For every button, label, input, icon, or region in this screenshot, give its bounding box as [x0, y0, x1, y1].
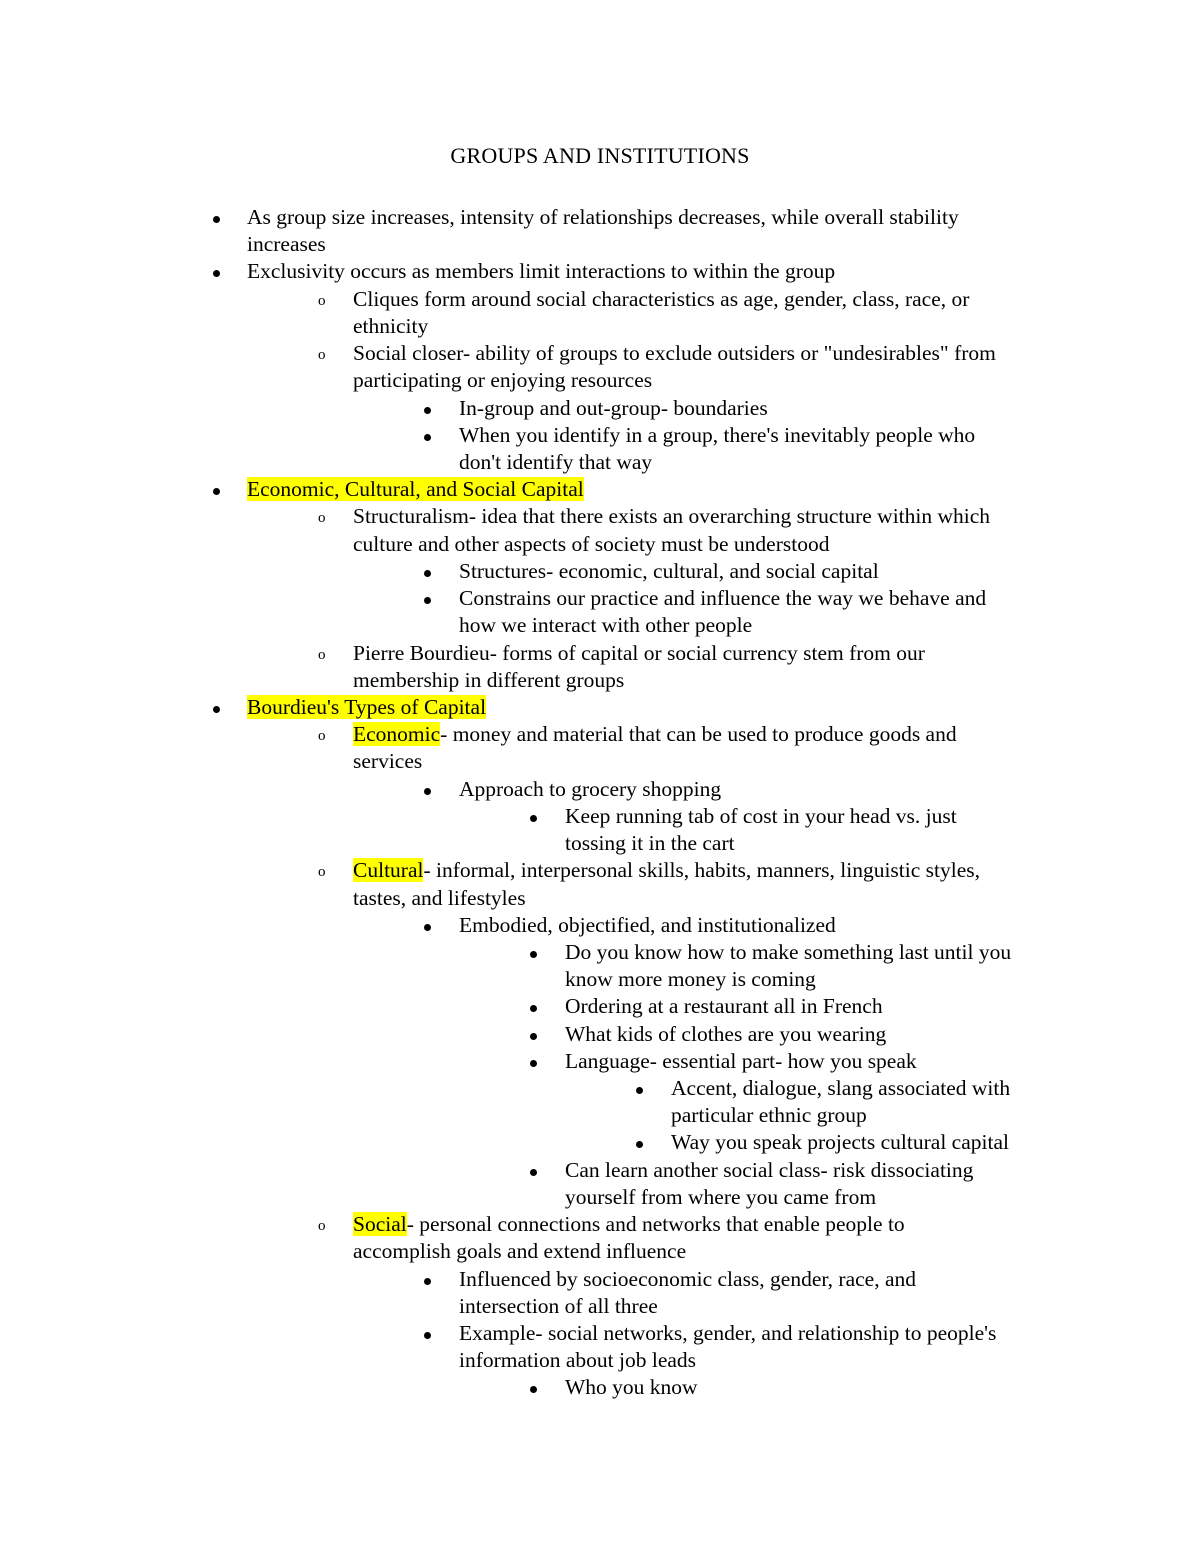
outline-item-line: [353, 1238, 686, 1265]
line-text: - personal connections and networks that enable people to: [406, 1212, 905, 1237]
outline-item-line: [671, 1129, 1009, 1156]
outline-item-line: [353, 640, 925, 667]
outline-item-line: [565, 830, 735, 857]
line-text: Ordering at a restaurant all in French: [565, 994, 883, 1019]
line-text: particular ethnic group: [671, 1103, 867, 1128]
sub-bullet-o-icon: o: [318, 728, 326, 745]
outline-item-line: [353, 885, 526, 912]
line-text: As group size increases, intensity of relationships decreases, while overall stability: [247, 205, 959, 229]
outline-item-line: [565, 1021, 886, 1048]
outline-item-line: [459, 1293, 658, 1320]
line-text: - money and material that can be used to produce goods and: [440, 722, 957, 747]
highlighted-term: Cultural: [353, 858, 424, 883]
line-text: how we interact with other people: [459, 613, 753, 638]
sub-bullet-o-icon: o: [318, 292, 326, 309]
outline-item-line: [247, 204, 959, 231]
outline-item-line: [353, 667, 624, 694]
outline-item-line: [459, 1320, 996, 1347]
line-text: When you identify in a group, there's inevitably people who: [459, 422, 976, 447]
line-text: Language- essential part- how you speak: [565, 1048, 917, 1073]
outline-item-line: [565, 966, 816, 993]
sub-bullet-o-icon: o: [318, 864, 326, 881]
outline-item-line: [353, 286, 969, 313]
highlighted-term: Bourdieu's Types of Capital: [247, 694, 487, 719]
line-text: culture and other aspects of society must be understood: [353, 531, 830, 556]
highlighted-term: Economic: [353, 722, 441, 747]
outline-item-line: [353, 857, 980, 884]
outline-item-line: [353, 748, 422, 775]
outline-item-line: [565, 1374, 698, 1401]
outline-item-line: [353, 721, 957, 748]
outline-item-line: [459, 449, 652, 476]
outline-item-line: [459, 612, 752, 639]
line-text: Approach to grocery shopping: [459, 776, 722, 801]
line-text: membership in different groups: [353, 667, 625, 692]
outline-item-line: [247, 694, 486, 721]
line-text: Accent, dialogue, slang associated with: [671, 1076, 1011, 1101]
outline-item-line: [459, 1347, 696, 1374]
outline-item-line: [353, 531, 829, 558]
outline-item-line: [353, 1211, 905, 1238]
line-text: know more money is coming: [565, 967, 816, 992]
line-text: ethnicity: [353, 313, 429, 338]
sub-bullet-o-icon: o: [318, 1218, 326, 1235]
sub-bullet-o-icon: o: [318, 646, 326, 663]
line-text: Exclusivity occurs as members limit interactions to within the group: [247, 259, 836, 284]
line-text: Do you know how to make something last until you: [565, 939, 1012, 964]
line-text: Pierre Bourdieu- forms of capital or social currency stem from our: [353, 640, 925, 665]
line-text: intersection of all three: [459, 1293, 658, 1318]
outline-item-line: [565, 993, 883, 1020]
line-text: tossing it in the cart: [565, 831, 735, 856]
line-text: What kids of clothes are you wearing: [565, 1021, 887, 1046]
line-text: - informal, interpersonal skills, habits, manners, linguistic styles,: [423, 858, 980, 883]
outline-item-line: [459, 422, 975, 449]
line-text: Structures- economic, cultural, and social capital: [459, 558, 879, 583]
outline-item-line: [459, 912, 836, 939]
line-text: Constrains our practice and influence the way we behave and: [459, 586, 987, 611]
line-text: information about job leads: [459, 1348, 697, 1373]
sub-bullet-o-icon: o: [318, 510, 326, 527]
line-text: Influenced by socioeconomic class, gender, race, and: [459, 1266, 917, 1291]
highlighted-term: Social: [353, 1212, 407, 1237]
outline-item-line: [353, 367, 652, 394]
line-text: yourself from where you came from: [565, 1184, 877, 1209]
outline-item-line: [565, 1184, 876, 1211]
line-text: Embodied, objectified, and institutionalized: [459, 912, 836, 937]
outline-item-line: [353, 503, 990, 530]
line-text: Social closer- ability of groups to exclude outsiders or "undesirables" from: [353, 341, 996, 366]
outline-item-line: [459, 585, 986, 612]
outline-item-line: [353, 313, 428, 340]
outline-item-line: [671, 1102, 867, 1129]
outline-item-line: [459, 395, 768, 422]
outline-item-line: [247, 231, 326, 258]
outline-item-line: [565, 803, 957, 830]
line-text: Who you know: [565, 1375, 698, 1400]
line-text: accomplish goals and extend influence: [353, 1239, 687, 1264]
highlighted-term: Economic, Cultural, and Social Capital: [247, 477, 584, 502]
sub-bullet-o-icon: o: [318, 347, 326, 364]
line-text: tastes, and lifestyles: [353, 885, 526, 910]
line-text: Example- social networks, gender, and relationship to people's: [459, 1321, 997, 1346]
outline-item-line: [565, 1048, 917, 1075]
line-text: In-group and out-group- boundaries: [459, 395, 768, 420]
line-text: services: [353, 749, 423, 774]
outline-item-line: [565, 939, 1011, 966]
line-text: Way you speak projects cultural capital: [671, 1130, 1009, 1155]
outline-item-line: [247, 258, 835, 285]
document-title: GROUPS AND INSTITUTIONS: [450, 143, 750, 168]
outline-item-line: [459, 1266, 916, 1293]
outline-item-line: [247, 476, 584, 503]
line-text: increases: [247, 232, 326, 257]
line-text: Keep running tab of cost in your head vs. just: [565, 803, 957, 828]
outline-item-line: [671, 1075, 1010, 1102]
line-text: don't identify that way: [459, 449, 653, 474]
line-text: Can learn another social class- risk dissociating: [565, 1157, 974, 1182]
line-text: participating or enjoying resources: [353, 368, 653, 393]
line-text: Structuralism- idea that there exists an overarching structure within which: [353, 504, 991, 529]
line-text: Cliques form around social characteristics as age, gender, class, race, or: [353, 286, 970, 311]
outline-item-line: [565, 1157, 973, 1184]
outline-item-line: [353, 340, 996, 367]
outline-item-line: [459, 776, 721, 803]
outline-item-line: [459, 558, 879, 585]
